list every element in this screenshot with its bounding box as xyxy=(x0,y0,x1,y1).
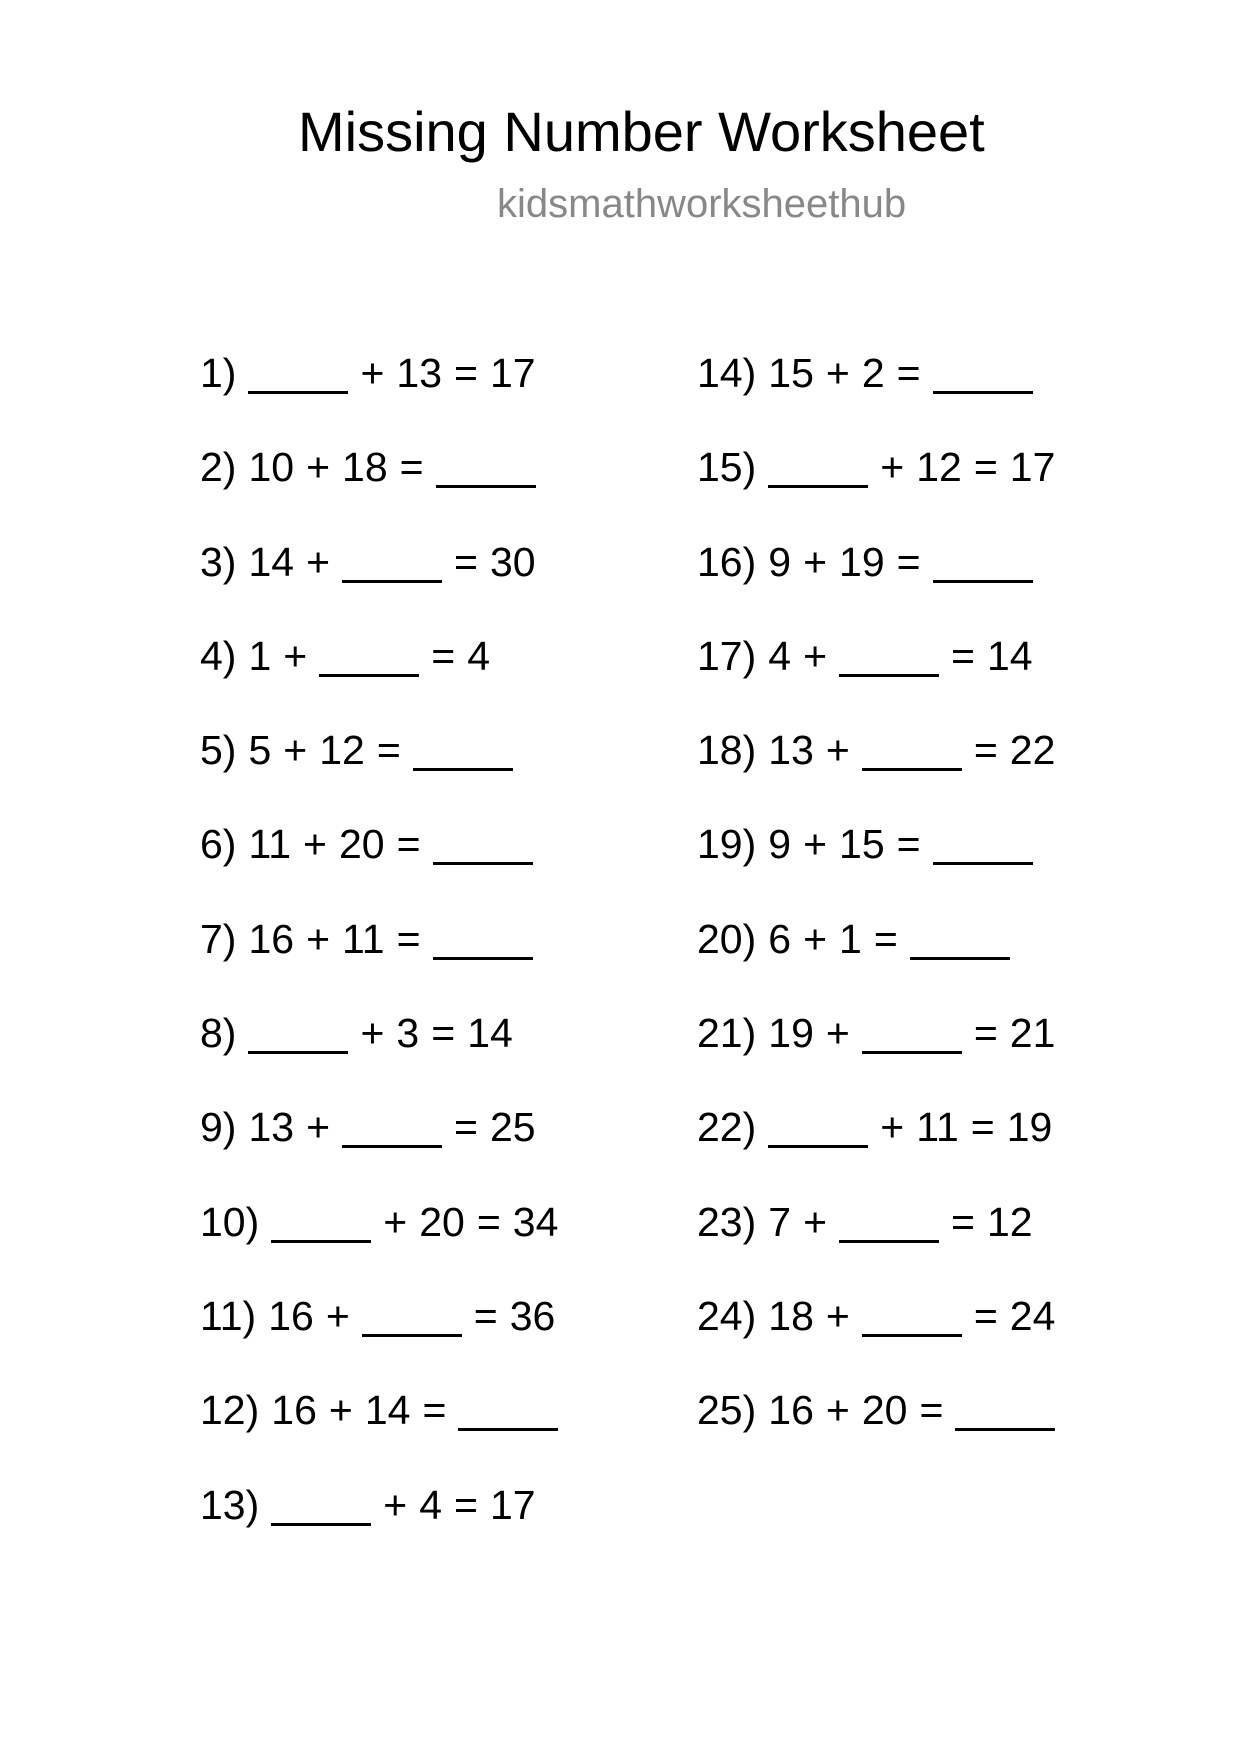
plus-sign: + xyxy=(306,538,331,585)
operand: 12 xyxy=(986,1198,1033,1245)
problem-item xyxy=(200,628,558,722)
problem-number: 20) xyxy=(697,915,757,962)
plus-sign: + xyxy=(825,350,850,396)
operand: 16 xyxy=(271,1387,317,1434)
operand: 3 xyxy=(396,1010,420,1057)
plus-sign: + xyxy=(825,1292,850,1339)
problem-number: 1) xyxy=(200,350,237,396)
operand: 16 xyxy=(268,1292,314,1339)
answer-blank[interactable] xyxy=(839,628,939,677)
operand: 16 xyxy=(768,1387,814,1434)
answer-blank[interactable] xyxy=(271,1194,371,1243)
plus-sign: + xyxy=(825,1010,850,1057)
operand: 19 xyxy=(768,1010,814,1057)
operand: 11 xyxy=(916,1104,959,1151)
problem-item xyxy=(200,1194,558,1288)
operand: 13 xyxy=(396,350,443,396)
equals-sign: = xyxy=(454,1104,478,1151)
operand: 2 xyxy=(861,350,885,396)
problem-item xyxy=(200,1005,558,1099)
equals-sign: = xyxy=(873,915,898,962)
problem-item xyxy=(200,1099,558,1193)
operand: 34 xyxy=(512,1198,559,1245)
operand: 4 xyxy=(419,1481,443,1528)
problem-item xyxy=(200,911,558,1005)
operand: 1 xyxy=(839,915,862,962)
operand: 20 xyxy=(861,1387,908,1434)
equals-sign: = xyxy=(970,1104,995,1151)
problem-number: 12) xyxy=(200,1387,260,1434)
plus-sign: + xyxy=(360,350,385,396)
problem-item xyxy=(697,1005,1055,1099)
answer-blank[interactable] xyxy=(933,816,1033,865)
plus-sign: + xyxy=(325,1292,350,1339)
operand: 11 xyxy=(248,821,292,868)
equals-sign: = xyxy=(454,538,478,585)
operand: 15 xyxy=(839,821,885,868)
operand: 17 xyxy=(489,350,536,396)
equals-sign: = xyxy=(973,1292,998,1339)
plus-sign: + xyxy=(803,538,828,585)
plus-sign: + xyxy=(825,727,850,774)
equals-sign: = xyxy=(431,632,456,679)
equals-sign: = xyxy=(896,538,921,585)
plus-sign: + xyxy=(283,632,308,679)
plus-sign: + xyxy=(306,1104,331,1151)
operand: 21 xyxy=(1009,1010,1056,1057)
plus-sign: + xyxy=(306,915,331,962)
plus-sign: + xyxy=(328,1387,353,1434)
problem-number: 22) xyxy=(697,1104,757,1151)
answer-blank[interactable] xyxy=(910,911,1010,960)
page-title: Missing Number Worksheet xyxy=(298,100,985,163)
operand: 16 xyxy=(248,915,295,962)
answer-blank[interactable] xyxy=(768,439,868,488)
plus-sign: + xyxy=(383,1481,408,1528)
answer-blank[interactable] xyxy=(955,1382,1055,1431)
plus-sign: + xyxy=(360,1010,385,1057)
operand: 9 xyxy=(768,821,792,868)
operand: 4 xyxy=(467,632,490,679)
plus-sign: + xyxy=(803,632,828,679)
problem-number: 23) xyxy=(697,1198,757,1245)
problem-item xyxy=(697,722,1055,816)
problem-item xyxy=(697,345,1055,439)
problem-number: 24) xyxy=(697,1292,757,1339)
answer-blank[interactable] xyxy=(839,1194,939,1243)
equals-sign: = xyxy=(422,1387,447,1434)
problem-item xyxy=(697,1382,1055,1476)
equals-sign: = xyxy=(396,915,421,962)
problem-number: 3) xyxy=(200,538,237,585)
problem-item xyxy=(697,534,1055,628)
problem-number: 18) xyxy=(697,727,757,774)
plus-sign: + xyxy=(880,444,905,491)
equals-sign: = xyxy=(973,444,998,491)
site-subtitle: kidsmathworksheethub xyxy=(497,182,907,226)
answer-blank[interactable] xyxy=(436,439,536,488)
problem-item xyxy=(697,816,1055,910)
operand: 17 xyxy=(489,1481,536,1528)
operand: 7 xyxy=(768,1198,792,1245)
operand: 5 xyxy=(248,727,272,774)
problem-number: 10) xyxy=(200,1198,260,1245)
operand: 10 xyxy=(248,444,295,491)
problem-number: 2) xyxy=(200,444,237,491)
problem-item xyxy=(200,816,558,910)
problem-number: 9) xyxy=(200,1104,237,1151)
problem-number: 15) xyxy=(697,444,757,491)
equals-sign: = xyxy=(951,632,975,679)
problem-item xyxy=(697,911,1055,1005)
answer-blank[interactable] xyxy=(862,722,962,771)
operand: 4 xyxy=(768,632,792,679)
equals-sign: = xyxy=(431,1010,456,1057)
operand: 22 xyxy=(1009,727,1056,774)
operand: 18 xyxy=(768,1292,814,1339)
problem-item xyxy=(200,1477,558,1571)
operand: 14 xyxy=(986,632,1033,679)
operand: 6 xyxy=(768,915,792,962)
problem-number: 4) xyxy=(200,632,237,679)
operand: 18 xyxy=(342,444,388,491)
equals-sign: = xyxy=(973,727,998,774)
equals-sign: = xyxy=(896,350,921,396)
problem-number: 8) xyxy=(200,1010,237,1057)
operand: 17 xyxy=(1009,444,1056,491)
operand: 20 xyxy=(338,821,385,868)
problem-number: 21) xyxy=(697,1010,757,1057)
problem-item xyxy=(200,534,558,628)
operand: 12 xyxy=(916,444,962,491)
plus-sign: + xyxy=(825,1387,850,1434)
operand: 30 xyxy=(489,538,536,585)
problem-number: 5) xyxy=(200,727,237,774)
answer-blank[interactable] xyxy=(271,1477,371,1526)
answer-blank[interactable] xyxy=(433,816,533,865)
problem-number: 6) xyxy=(200,821,237,868)
equals-sign: = xyxy=(473,1292,498,1339)
operand: 14 xyxy=(467,1010,513,1057)
plus-sign: + xyxy=(803,915,828,962)
operand: 14 xyxy=(364,1387,411,1434)
operand: 19 xyxy=(839,538,885,585)
operand: 13 xyxy=(768,727,814,774)
problem-item xyxy=(697,1288,1055,1382)
operand: 9 xyxy=(768,538,792,585)
plus-sign: + xyxy=(306,444,331,491)
problem-item xyxy=(697,1194,1055,1288)
equals-sign: = xyxy=(919,1387,944,1434)
equals-sign: = xyxy=(951,1198,975,1245)
operand: 25 xyxy=(489,1104,536,1151)
answer-blank[interactable] xyxy=(458,1382,558,1431)
problem-number: 11) xyxy=(200,1292,257,1339)
problem-item xyxy=(200,1288,558,1382)
equals-sign: = xyxy=(454,1481,478,1528)
plus-sign: + xyxy=(283,727,308,774)
operand: 13 xyxy=(248,1104,295,1151)
plus-sign: + xyxy=(803,821,828,868)
answer-blank[interactable] xyxy=(933,345,1033,394)
operand: 24 xyxy=(1009,1292,1056,1339)
plus-sign: + xyxy=(303,821,327,868)
answer-blank[interactable] xyxy=(342,534,442,583)
problem-number: 16) xyxy=(697,538,757,585)
problem-number: 14) xyxy=(697,350,757,396)
problem-item xyxy=(697,1099,1055,1193)
equals-sign: = xyxy=(376,727,401,774)
answer-blank[interactable] xyxy=(433,911,533,960)
equals-sign: = xyxy=(476,1198,501,1245)
problem-item xyxy=(200,439,558,533)
problem-item xyxy=(697,628,1055,722)
equals-sign: = xyxy=(396,821,421,868)
problem-item xyxy=(200,1382,558,1476)
answer-blank[interactable] xyxy=(248,345,348,394)
problem-item xyxy=(697,439,1055,533)
operand: 36 xyxy=(509,1292,556,1339)
equals-sign: = xyxy=(973,1010,998,1057)
problem-number: 7) xyxy=(200,915,237,962)
plus-sign: + xyxy=(803,1198,828,1245)
operand: 11 xyxy=(342,915,385,962)
operand: 12 xyxy=(319,727,365,774)
equals-sign: = xyxy=(896,821,921,868)
answer-blank[interactable] xyxy=(248,1005,348,1054)
plus-sign: + xyxy=(383,1198,408,1245)
answer-blank[interactable] xyxy=(319,628,419,677)
operand: 14 xyxy=(248,538,295,585)
answer-blank[interactable] xyxy=(342,1099,442,1148)
answer-blank[interactable] xyxy=(862,1288,962,1337)
problem-item xyxy=(200,345,558,439)
answer-blank[interactable] xyxy=(933,534,1033,583)
operand: 1 xyxy=(248,632,272,679)
problem-number: 25) xyxy=(697,1387,757,1434)
plus-sign: + xyxy=(880,1104,905,1151)
operand: 15 xyxy=(768,350,814,396)
operand: 20 xyxy=(419,1198,465,1245)
problem-number: 19) xyxy=(697,821,757,868)
problem-number: 13) xyxy=(200,1481,260,1528)
operand: 19 xyxy=(1006,1104,1053,1151)
equals-sign: = xyxy=(399,444,424,491)
answer-blank[interactable] xyxy=(413,722,513,771)
answer-blank[interactable] xyxy=(768,1099,868,1148)
problem-column-right xyxy=(697,345,1055,1477)
equals-sign: = xyxy=(454,350,478,396)
problem-column-left xyxy=(200,345,558,1571)
answer-blank[interactable] xyxy=(362,1288,462,1337)
problem-number: 17) xyxy=(697,632,757,679)
problem-item xyxy=(200,722,558,816)
answer-blank[interactable] xyxy=(862,1005,962,1054)
